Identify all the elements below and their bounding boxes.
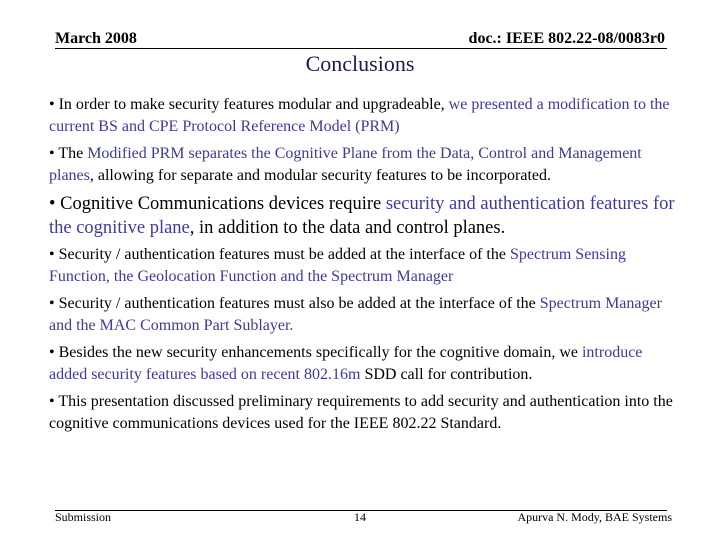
- bullet-item: [49, 192, 679, 240]
- bullet-text: , allowing for separate and modular security features to be incorporated.: [89, 166, 552, 184]
- bullet-text: • Security / authentication features must be added at the interface of the: [49, 246, 510, 263]
- bullet-text: • Besides the new security enhancements specifically for the cognitive domain, we: [49, 344, 582, 361]
- bullet-text: , in addition to the data and control planes.: [189, 218, 506, 238]
- bullet-text: SDD call for contribution.: [360, 365, 533, 383]
- bullet-text: • Cognitive Communications devices require: [49, 194, 386, 214]
- bullet-item: [49, 244, 679, 287]
- header-date: March 2008: [55, 30, 137, 47]
- footer-submission: Submission: [55, 510, 112, 524]
- bullet-item: [49, 94, 679, 137]
- bullet-text: • The: [49, 145, 88, 162]
- bullet-text: • Security / authentication features must also be added at the interface of the: [49, 295, 540, 312]
- header-doc-id: doc.: IEEE 802.22-08/0083r0: [468, 30, 665, 47]
- bullet-highlight: we presented a modification to the current BS and CPE Protocol Reference Model (PRM): [49, 96, 670, 135]
- slide-title: Conclusions: [305, 51, 415, 76]
- bullet-item: [49, 391, 679, 434]
- bullet-highlight: Modified PRM separates the Cognitive Plane from the Data, Control and Management planes: [49, 145, 642, 184]
- bullet-item: [49, 293, 679, 336]
- bullet-highlight: Spectrum Sensing Function, the Geolocation Function and the Spectrum Manager: [49, 246, 626, 285]
- footer-author: Apurva N. Mody, BAE Systems: [517, 510, 672, 524]
- bullet-item: [49, 342, 679, 385]
- bullet-highlight: introduce added security features based on recent 802.16m: [49, 344, 643, 383]
- footer-page-number: 14: [354, 510, 366, 524]
- bullet-highlight: security and authentication features for the cognitive plane: [49, 194, 675, 238]
- bullet-item: [49, 143, 679, 186]
- bullet-highlight: Spectrum Manager and the MAC Common Part Sublayer.: [49, 295, 662, 334]
- bullet-text: • This presentation discussed preliminary requirements to add security and authentication into the cognitive communications devices used for the IEEE 802.22 Standard.: [49, 393, 673, 432]
- header-rule: [55, 48, 667, 49]
- bullet-list: [49, 94, 679, 440]
- bullet-text: • In order to make security features modular and upgradeable,: [49, 96, 449, 113]
